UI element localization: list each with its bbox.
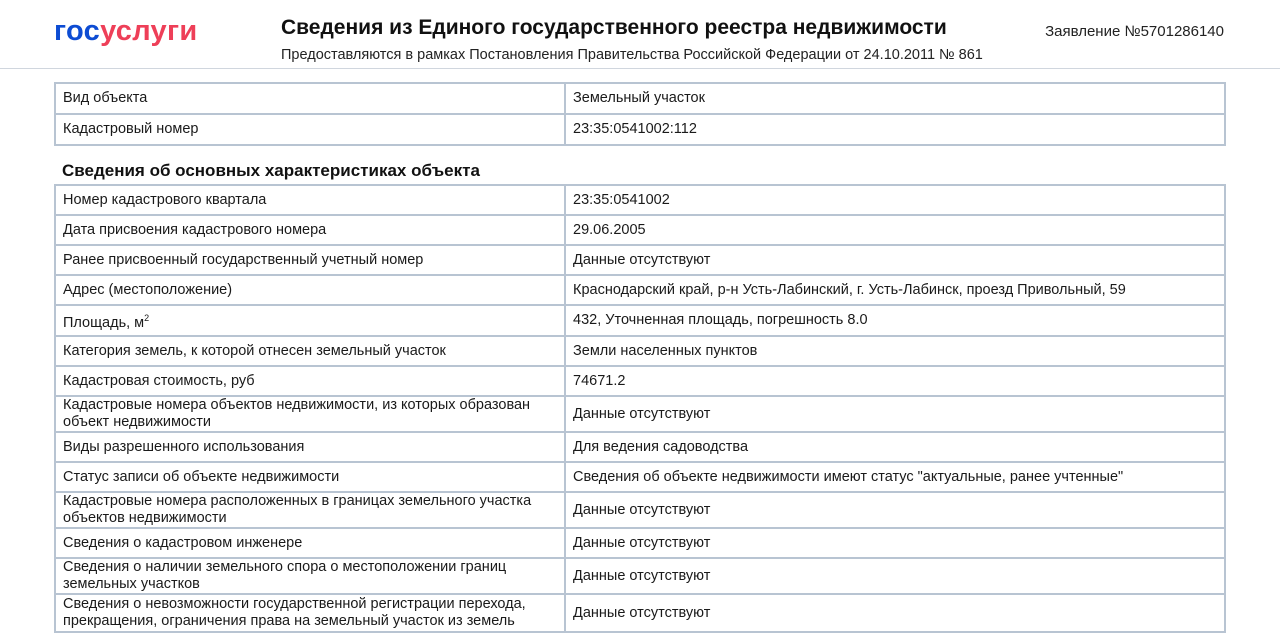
row-label: Кадастровые номера расположенных в границах земельного участка объектов недвижимости (55, 492, 565, 528)
row-value: Земельный участок (565, 83, 1225, 114)
table-row (55, 462, 1225, 492)
table-row (55, 114, 1225, 145)
row-value: 74671.2 (565, 366, 1225, 396)
row-label: Кадастровый номер (55, 114, 565, 145)
row-label: Кадастровая стоимость, руб (55, 366, 565, 396)
table-row (55, 305, 1225, 336)
area-label-text: Площадь, м (63, 314, 145, 331)
table-row (55, 396, 1225, 432)
document-title: Сведения из Единого государственного реестра недвижимости (281, 16, 947, 39)
row-value: Данные отсутствуют (565, 492, 1225, 528)
row-label: Категория земель, к которой отнесен земельный участок (55, 336, 565, 366)
area-unit-superscript: 2 (144, 312, 150, 323)
row-value: 23:35:0541002:112 (565, 114, 1225, 145)
page-header (0, 0, 1280, 69)
document-subtitle: Предоставляются в рамках Постановления Правительства Российской Федерации от 24.10.2011 № 861 (281, 47, 983, 63)
row-value: Данные отсутствуют (565, 528, 1225, 558)
row-value: Краснодарский край, р-н Усть-Лабинский, г. Усть-Лабинск, проезд Привольный, 59 (565, 275, 1225, 305)
object-info-table (54, 82, 1226, 146)
row-value: Данные отсутствуют (565, 245, 1225, 275)
logo-part-uslugi: услуги (100, 15, 198, 47)
main-characteristics-table (54, 184, 1226, 633)
row-label: Ранее присвоенный государственный учетный номер (55, 245, 565, 275)
table-row (55, 528, 1225, 558)
row-label: Статус записи об объекте недвижимости (55, 462, 565, 492)
row-value: 29.06.2005 (565, 215, 1225, 245)
table-row (55, 432, 1225, 462)
gosuslugi-logo[interactable] (54, 13, 197, 49)
application-number: Заявление №5701286140 (1045, 23, 1224, 40)
row-label: Номер кадастрового квартала (55, 185, 565, 215)
row-label (55, 305, 565, 336)
row-value: Земли населенных пунктов (565, 336, 1225, 366)
row-label: Адрес (местоположение) (55, 275, 565, 305)
table-row (55, 83, 1225, 114)
table-row (55, 558, 1225, 594)
table-row (55, 185, 1225, 215)
section-heading: Сведения об основных характеристиках объекта (62, 161, 480, 180)
table-row (55, 215, 1225, 245)
row-value: Данные отсутствуют (565, 594, 1225, 632)
table-row (55, 336, 1225, 366)
row-label: Виды разрешенного использования (55, 432, 565, 462)
row-value: 432, Уточненная площадь, погрешность 8.0 (565, 305, 1225, 336)
row-label: Сведения о кадастровом инженере (55, 528, 565, 558)
table-row (55, 245, 1225, 275)
table-row (55, 366, 1225, 396)
row-value: Для ведения садоводства (565, 432, 1225, 462)
row-label: Сведения о невозможности государственной регистрации перехода, прекращения, ограничения права на земельный участок из земель (55, 594, 565, 632)
row-label: Дата присвоения кадастрового номера (55, 215, 565, 245)
logo-part-gos: гос (54, 15, 101, 47)
row-value: Данные отсутствуют (565, 558, 1225, 594)
row-value: Данные отсутствуют (565, 396, 1225, 432)
row-label: Сведения о наличии земельного спора о местоположении границ земельных участков (55, 558, 565, 594)
row-value: Сведения об объекте недвижимости имеют статус "актуальные, ранее учтенные" (565, 462, 1225, 492)
row-label: Вид объекта (55, 83, 565, 114)
table-row (55, 492, 1225, 528)
table-row (55, 594, 1225, 632)
row-label: Кадастровые номера объектов недвижимости, из которых образован объект недвижимости (55, 396, 565, 432)
row-value: 23:35:0541002 (565, 185, 1225, 215)
table-row (55, 275, 1225, 305)
